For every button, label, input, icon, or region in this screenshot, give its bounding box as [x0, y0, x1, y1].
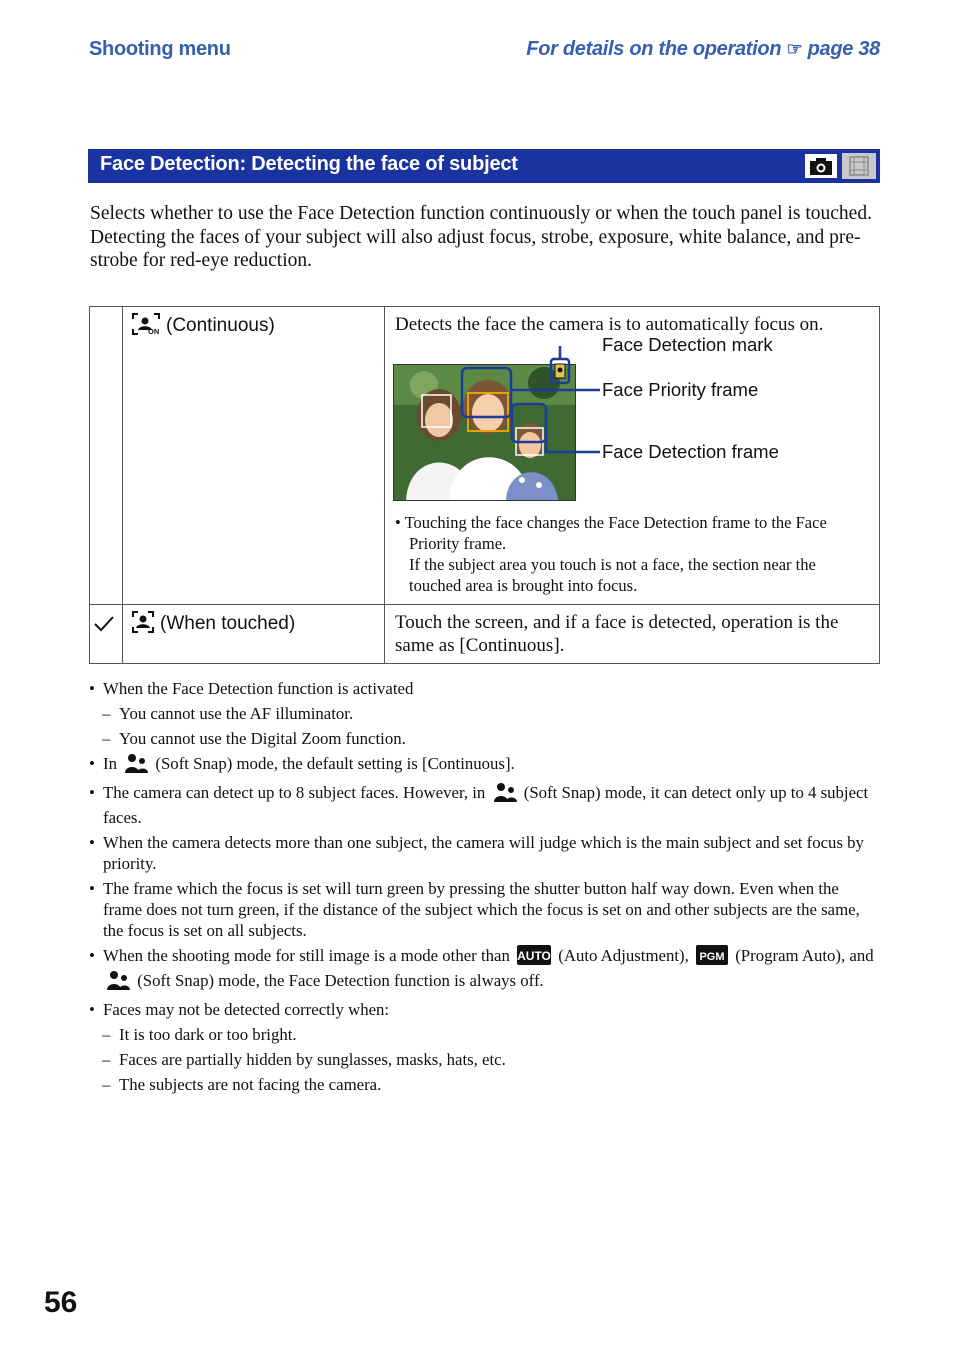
option-description: Detects the face the camera is to automatically focus on. — [395, 314, 824, 335]
page-number: 56 — [44, 1286, 78, 1319]
list-item: • When the camera detects more than one subject, the camera will judge which is the main subject and set focus by priority. — [89, 832, 879, 874]
auto-mode-icon — [517, 945, 551, 970]
list-item: – You cannot use the AF illuminator. — [89, 703, 879, 724]
movie-mode-icon — [842, 153, 876, 179]
option-label: (Continuous) — [166, 315, 275, 336]
svg-text:ON: ON — [148, 327, 160, 335]
intro-paragraph: Selects whether to use the Face Detection function continuously or when the touch panel is touched. — [90, 203, 872, 224]
intro-text — [90, 202, 880, 273]
list-item: – It is too dark or too bright. — [89, 1024, 879, 1045]
list-item: • The frame which the focus is set will turn green by pressing the shutter button half way down. Even when the frame does not turn green, if the distance of the subject which the focus is set on and other subjects are the same, the focus is set on all subjects. — [89, 878, 879, 941]
intro-paragraph: Detecting the faces of your subject will also adjust focus, strobe, exposure, white balance, and pre-strobe for red-eye reduction. — [90, 226, 861, 272]
list-item — [89, 945, 879, 995]
soft-snap-icon — [493, 782, 517, 807]
details-reference — [526, 38, 880, 61]
note-text: (Soft Snap) mode, the default setting is [Continuous]. — [155, 754, 515, 773]
section-title-bar — [88, 149, 880, 183]
callout-face-detection-frame: Face Detection frame — [602, 441, 779, 462]
program-auto-mode-label: PGM — [699, 951, 725, 963]
list-item: • Faces may not be detected correctly when: — [89, 999, 879, 1020]
option-label-cell — [123, 307, 385, 605]
list-item: – The subjects are not facing the camera. — [89, 1074, 879, 1095]
list-item: – You cannot use the Digital Zoom function. — [89, 728, 879, 749]
note-text: (Program Auto), and — [735, 946, 874, 965]
note-line: If the subject area you touch is not a face, the section near the touched area is brought into focus. — [409, 555, 816, 595]
details-prefix: For details on the operation — [526, 38, 782, 60]
list-item: • When the Face Detection function is activated — [89, 678, 879, 699]
list-item: – Faces are partially hidden by sunglasses, masks, hats, etc. — [89, 1049, 879, 1070]
option-description-cell — [385, 307, 880, 605]
face-detection-figure — [395, 334, 871, 488]
option-description: Touch the screen, and if a face is detected, operation is the same as [Continuous]. — [395, 612, 839, 656]
list-item — [89, 753, 879, 778]
still-camera-mode-icon — [804, 153, 838, 179]
pointing-hand-icon: ☞ — [786, 39, 803, 59]
note-text: The camera can detect up to 8 subject faces. However, in — [103, 783, 486, 802]
note-text: (Soft Snap) mode, it can detect only up to 4 subject faces. — [103, 783, 869, 827]
soft-snap-icon — [106, 970, 130, 995]
option-description-cell — [385, 605, 880, 664]
note-text: (Auto Adjustment), — [558, 946, 689, 965]
page-title: Face Detection: Detecting the face of subject — [100, 153, 518, 175]
option-label-cell — [123, 605, 385, 664]
section-header: Shooting menu — [89, 38, 231, 60]
note-line: Touching the face changes the Face Detection frame to the Face Priority frame. — [404, 513, 827, 553]
soft-snap-icon — [124, 753, 148, 778]
note-text: (Soft Snap) mode, the Face Detection function is always off. — [137, 971, 544, 990]
face-detection-touch-icon — [132, 611, 154, 639]
default-marker-cell — [90, 307, 123, 605]
options-table — [89, 306, 880, 664]
program-auto-mode-icon — [696, 945, 728, 970]
face-detection-continuous-icon — [132, 313, 160, 341]
option-label: (When touched) — [160, 613, 296, 634]
default-setting-cell — [90, 605, 123, 664]
list-item — [89, 782, 879, 828]
details-page-link[interactable]: page 38 — [807, 38, 880, 60]
option-note: • Touching the face changes the Face Detection frame to the Face Priority frame. If the subject area you touch is not a face, the section near the touched area is brought into focus. — [395, 512, 871, 596]
callout-lines — [395, 346, 615, 488]
callout-face-priority-frame: Face Priority frame — [602, 379, 759, 400]
auto-mode-label: AUTO — [517, 949, 551, 963]
table-row — [90, 307, 880, 605]
note-text: In — [103, 754, 117, 773]
table-row — [90, 605, 880, 664]
note-text: When the shooting mode for still image is a mode other than — [103, 946, 510, 965]
notes-list — [89, 678, 879, 1099]
checkmark-icon — [93, 620, 115, 637]
callout-face-detection-mark: Face Detection mark — [602, 334, 773, 355]
